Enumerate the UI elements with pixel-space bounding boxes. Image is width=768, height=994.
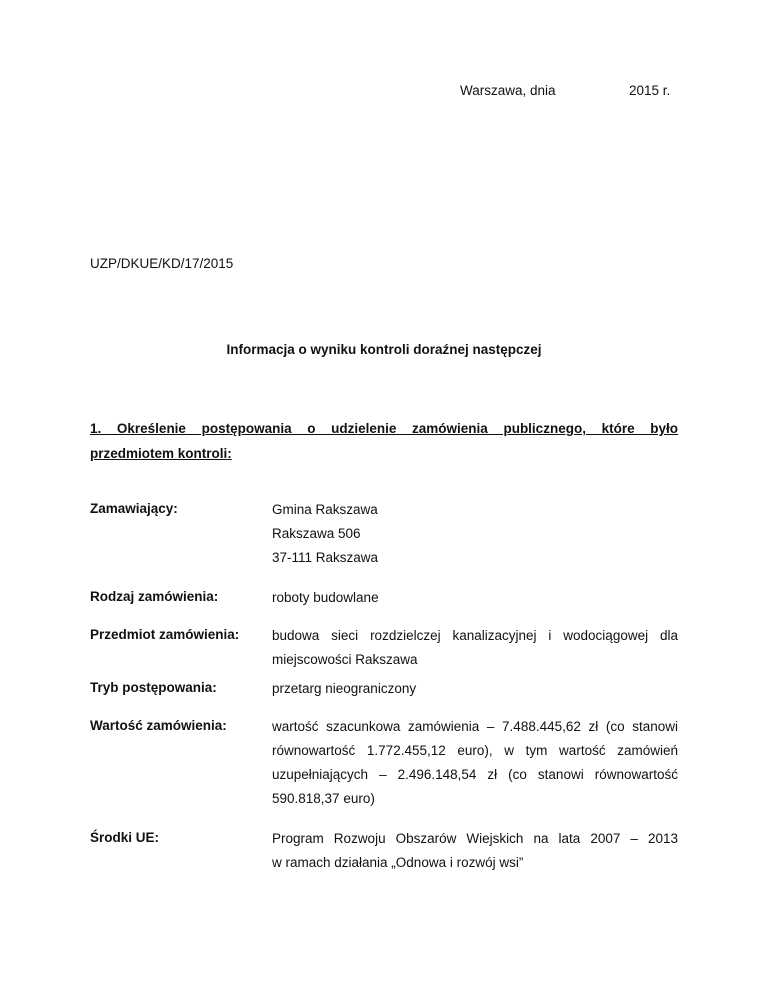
field-label-przedmiot: Przedmiot zamówienia: xyxy=(90,627,240,642)
value-line: miejscowości Rakszawa xyxy=(272,652,418,667)
field-label-zamawiajacy: Zamawiający: xyxy=(90,501,178,516)
value-line: Rakszawa 506 xyxy=(272,526,361,541)
field-label-tryb: Tryb postępowania: xyxy=(90,680,217,695)
field-value-rodzaj xyxy=(272,586,678,610)
field-value-przedmiot xyxy=(272,624,678,672)
field-label-wartosc: Wartość zamówienia: xyxy=(90,718,227,733)
field-value-zamawiajacy xyxy=(272,498,678,570)
field-value-wartosc xyxy=(272,715,678,811)
section-heading-line2: przedmiotem kontroli: xyxy=(90,446,232,461)
value-line: budowa sieci rozdzielczej kanalizacyjnej i wodociągowej dla xyxy=(272,628,678,643)
value-line: Program Rozwoju Obszarów Wiejskich na lata 2007 – 2013 xyxy=(272,831,678,846)
value-line: przetarg nieograniczony xyxy=(272,681,417,696)
document-title: Informacja o wyniku kontroli doraźnej następczej xyxy=(226,342,542,357)
field-label-rodzaj: Rodzaj zamówienia: xyxy=(90,589,219,604)
field-value-srodki xyxy=(272,827,678,875)
value-line: Gmina Rakszawa xyxy=(272,502,378,517)
field-label-srodki: Środki UE: xyxy=(90,830,160,845)
value-line: roboty budowlane xyxy=(272,590,379,605)
value-line: w ramach działania „Odnowa i rozwój wsi” xyxy=(272,855,524,870)
document-year: 2015 r. xyxy=(629,83,671,98)
value-line: uzupełniających – 2.496.148,54 zł (co stanowi równowartość xyxy=(272,767,678,782)
value-line: wartość szacunkowa zamówienia – 7.488.445,62 zł (co stanowi xyxy=(272,719,678,734)
place-date: Warszawa, dnia xyxy=(460,83,556,98)
value-line: równowartość 1.772.455,12 euro), w tym wartość zamówień xyxy=(272,743,678,758)
value-line: 590.818,37 euro) xyxy=(272,791,375,806)
value-line: 37-111 Rakszawa xyxy=(272,550,379,565)
field-value-tryb xyxy=(272,677,678,701)
reference-number: UZP/DKUE/KD/17/2015 xyxy=(90,256,234,271)
section-heading-line1: 1. Określenie postępowania o udzielenie zamówienia publicznego, które było xyxy=(90,421,678,436)
